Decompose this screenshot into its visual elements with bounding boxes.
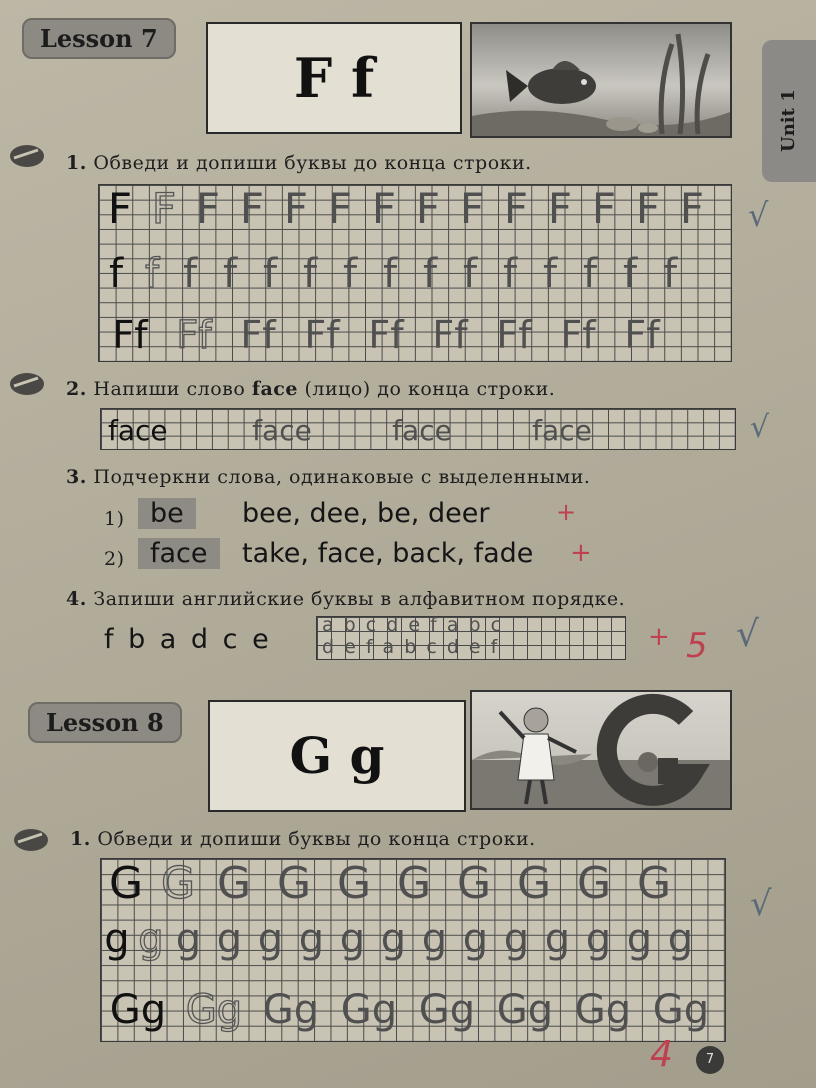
l8-ex1-row3-model: Gg <box>109 987 167 1033</box>
l7-ex3-item-2-highlighted-word: face <box>138 538 220 569</box>
l7-ex1-row3-model: Ff <box>112 313 148 357</box>
l7-ex4-letters: f b a d c e <box>104 624 272 655</box>
l7-ex4-number: 4. <box>66 588 87 610</box>
l7-ex4-instruction <box>66 588 625 610</box>
l7-ex1-row3-copy: Ff <box>368 313 404 357</box>
page-number: 7 <box>696 1046 724 1074</box>
l8-ex1-instruction <box>70 828 536 850</box>
l8-ex1-row3-copy: Gg <box>496 987 554 1033</box>
l8-ex1-row3-trace: Gg <box>185 987 243 1033</box>
l7-ex1-row-3 <box>98 310 674 360</box>
l7-ex3-number: 3. <box>66 466 87 488</box>
lesson-7-letter-box <box>206 22 462 134</box>
l7-ex4-answer-bottom: d e f a b c d e f <box>322 636 500 658</box>
l8-ex1-row3-copy: Gg <box>652 987 710 1033</box>
lesson-8-letters: G g <box>289 726 385 785</box>
l7-ex1-row3-trace: Ff <box>176 313 212 357</box>
l7-ex1-row3-copy: Ff <box>432 313 468 357</box>
l8-ex1-row2-copy: g <box>503 916 530 962</box>
l8-ex1-row3-copy: Gg <box>262 987 320 1033</box>
l8-ex1-row-3 <box>100 984 720 1036</box>
l8-ex1-row2-copy: g <box>339 916 366 962</box>
l7-ex4-check-mark: √ <box>736 614 759 655</box>
l8-ex1-row1-copy: G <box>576 857 612 909</box>
l7-ex1-row3-copy: Ff <box>240 313 276 357</box>
l7-ex2-copy: face <box>392 413 452 447</box>
l7-ex2-row <box>108 410 632 450</box>
l7-ex1-row1-copy: F <box>547 183 573 233</box>
l7-ex1-row1-copy: F <box>371 183 397 233</box>
l8-ex1-row2-copy: g <box>544 916 571 962</box>
l7-ex2-text-pre: Напиши слово <box>93 378 252 400</box>
pencil-badge-icon <box>8 368 46 398</box>
lesson-8-tag: Lesson 8 <box>28 702 182 743</box>
l7-ex2-check-mark: √ <box>750 410 770 445</box>
l7-ex2-text-post: (лицо) до конца строки. <box>297 378 556 400</box>
l7-ex1-row2-copy: f <box>182 251 198 297</box>
l8-ex1-row1-trace: G <box>160 857 196 909</box>
l7-ex4-mark: + <box>648 622 670 652</box>
l8-ex1-row2-copy: g <box>421 916 448 962</box>
l8-ex1-row2-copy: g <box>585 916 612 962</box>
l7-ex1-row1-copy: F <box>679 183 705 233</box>
l8-ex1-row2-copy: g <box>175 916 202 962</box>
l7-ex1-row2-copy: f <box>622 251 638 297</box>
l8-ex1-check-mark: √ <box>750 884 772 924</box>
l8-ex1-row2-model: g <box>104 916 130 962</box>
l8-ex1-row2-copy: g <box>380 916 407 962</box>
lesson-7-letters: F f <box>293 46 375 110</box>
l7-ex1-row2-copy: f <box>422 251 438 297</box>
l7-ex1-row3-copy: Ff <box>304 313 340 357</box>
l7-ex1-row2-copy: f <box>222 251 238 297</box>
l8-ex1-row1-copy: G <box>396 857 432 909</box>
l7-ex1-row1-copy: F <box>635 183 661 233</box>
l7-ex1-number: 1. <box>66 152 87 174</box>
l7-ex1-row3-copy: Ff <box>624 313 660 357</box>
l7-ex1-row1-trace: F <box>151 183 177 233</box>
l7-ex4-text: Запиши английские буквы в алфавитном порядке. <box>93 588 626 610</box>
l7-ex2-copy: face <box>532 413 592 447</box>
l8-ex1-row1-copy: G <box>636 857 672 909</box>
l7-ex1-row2-copy: f <box>502 251 518 297</box>
l7-ex1-row2-copy: f <box>302 251 318 297</box>
l7-ex4-grade: 5 <box>686 626 708 666</box>
l7-ex3-item-2-mark: + <box>570 538 592 568</box>
l7-ex3-item-2-number: 2) <box>104 548 125 570</box>
lesson-7-fish-illustration <box>470 22 732 138</box>
l7-ex1-row-1 <box>98 184 714 232</box>
l7-ex2-instruction <box>66 378 555 400</box>
l7-ex1-row3-copy: Ff <box>560 313 596 357</box>
l8-ex1-row3-copy: Gg <box>574 987 632 1033</box>
l7-ex1-row1-copy: F <box>591 183 617 233</box>
l8-ex1-row1-copy: G <box>276 857 312 909</box>
l7-ex1-row1-copy: F <box>327 183 353 233</box>
l8-ex1-row2-copy: g <box>298 916 325 962</box>
l7-ex3-text: Подчеркни слова, одинаковые с выделенными. <box>93 466 591 488</box>
l7-ex3-item-1-number: 1) <box>104 508 125 530</box>
l8-ex1-row3-copy: Gg <box>340 987 398 1033</box>
l7-ex1-row1-model: F <box>107 183 133 233</box>
l7-ex1-row1-copy: F <box>503 183 529 233</box>
unit-tab-label: Unit 1 <box>778 89 799 152</box>
l7-ex3-item-1-options: bee, dee, be, deer <box>242 498 490 529</box>
l7-ex1-row1-copy: F <box>459 183 485 233</box>
l8-ex1-row-2 <box>100 914 701 964</box>
l7-ex1-row3-copy: Ff <box>496 313 532 357</box>
l8-ex1-row-1 <box>100 858 684 908</box>
l7-ex1-row2-copy: f <box>542 251 558 297</box>
l7-ex1-row-2 <box>98 250 690 298</box>
l8-ex1-row2-copy: g <box>257 916 284 962</box>
l7-ex1-check-mark: √ <box>748 196 769 234</box>
girl-letter-g-icon <box>472 692 730 808</box>
l7-ex2-number: 2. <box>66 378 87 400</box>
l7-ex3-item-1-mark: + <box>556 498 577 526</box>
l8-ex1-number: 1. <box>70 828 91 850</box>
lesson-7-tag: Lesson 7 <box>22 18 176 59</box>
lesson-8-letter-box <box>208 700 466 812</box>
l7-ex1-row1-copy: F <box>195 183 221 233</box>
l7-ex1-row1-copy: F <box>415 183 441 233</box>
l7-ex3-item-1-highlighted-word: be <box>138 498 196 529</box>
l7-ex1-row2-copy: f <box>582 251 598 297</box>
l8-ex1-row1-copy: G <box>516 857 552 909</box>
l8-ex1-row2-copy: g <box>462 916 489 962</box>
fish-seabed-icon <box>472 24 730 136</box>
lesson-8-girl-illustration <box>470 690 732 810</box>
l7-ex1-row2-model: f <box>108 251 124 297</box>
l7-ex2-copy: face <box>252 413 312 447</box>
unit-tab <box>762 40 816 182</box>
l7-ex1-row2-copy: f <box>342 251 358 297</box>
l8-ex1-row1-copy: G <box>456 857 492 909</box>
l8-ex1-row2-copy: g <box>626 916 653 962</box>
l7-ex3-instruction <box>66 466 590 488</box>
l8-ex1-row2-trace: g <box>138 916 164 962</box>
l7-ex1-instruction <box>66 152 532 174</box>
l8-ex1-row3-copy: Gg <box>418 987 476 1033</box>
l7-ex1-row2-copy: f <box>662 251 678 297</box>
l7-ex1-row2-copy: f <box>382 251 398 297</box>
l8-ex1-row2-copy: g <box>216 916 243 962</box>
l7-ex3-item-2-options: take, face, back, fade <box>242 538 534 569</box>
l8-ex1-text: Обведи и допиши буквы до конца строки. <box>97 828 536 850</box>
l7-ex2-model-word: face <box>108 413 168 447</box>
l8-ex1-row1-copy: G <box>216 857 252 909</box>
l8-ex1-row2-copy: g <box>667 916 694 962</box>
l7-ex1-text: Обведи и допиши буквы до конца строки. <box>93 152 532 174</box>
l7-ex1-row1-copy: F <box>239 183 265 233</box>
l7-ex1-row2-copy: f <box>262 251 278 297</box>
l7-ex1-row2-copy: f <box>462 251 478 297</box>
pencil-badge-icon <box>8 140 46 170</box>
l8-ex1-grade: 4 <box>650 1034 673 1075</box>
l7-ex4-answer-top: a b c d e f a b c <box>322 614 504 636</box>
l7-ex1-row2-trace: f <box>144 251 160 297</box>
l8-ex1-row1-model: G <box>108 857 144 909</box>
l8-ex1-row1-copy: G <box>336 857 372 909</box>
l7-ex2-text-word: face <box>251 378 298 400</box>
pencil-badge-icon <box>12 824 50 854</box>
l7-ex1-row1-copy: F <box>283 183 309 233</box>
